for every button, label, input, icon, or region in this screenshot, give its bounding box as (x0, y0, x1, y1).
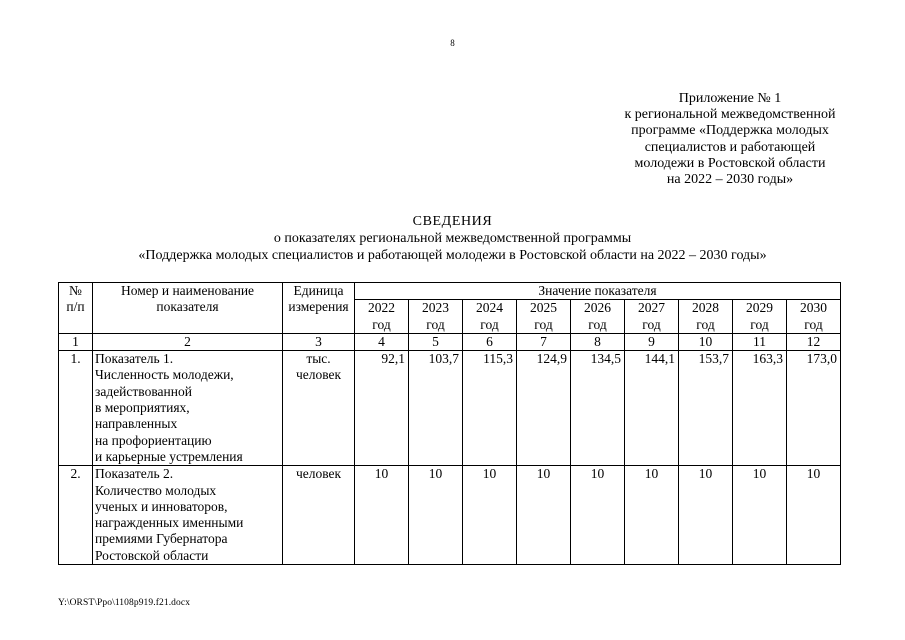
indicator-name: Показатель 1. Численность молодежи, задействованной в мероприятиях, направленных на профориентацию и карьерные устремления (93, 351, 283, 466)
header-year: 2027 год (625, 300, 679, 334)
indicator-value: 10 (517, 466, 571, 565)
indicator-value: 10 (355, 466, 409, 565)
column-number: 12 (787, 333, 841, 350)
row-number: 2. (59, 466, 93, 565)
indicator-value: 115,3 (463, 351, 517, 466)
table-row (59, 351, 841, 466)
program-title: «Поддержка молодых специалистов и работающей молодежи в Ростовской области на 2022 – 2030 годы» (138, 248, 767, 263)
header-value-group: Значение показателя (355, 283, 841, 300)
indicator-value: 134,5 (571, 351, 625, 466)
document-heading: СВЕДЕНИЯ (412, 214, 493, 229)
indicator-value: 10 (733, 466, 787, 565)
appendix-line: на 2022 – 2030 годы» (666, 172, 794, 188)
indicator-value: 103,7 (409, 351, 463, 466)
column-number: 6 (463, 333, 517, 350)
column-number-row (59, 333, 841, 350)
header-year: 2024 год (463, 300, 517, 334)
indicators-table (58, 282, 841, 565)
column-number: 5 (409, 333, 463, 350)
header-year: 2028 год (679, 300, 733, 334)
document-subheading: о показателях региональной межведомственной программы (273, 231, 632, 246)
indicator-value: 10 (571, 466, 625, 565)
indicator-value: 144,1 (625, 351, 679, 466)
indicator-name: Показатель 2. Количество молодых ученых и инноваторов, награжденных именными премиями Губернатора Ростовской области (93, 466, 283, 565)
row-number: 1. (59, 351, 93, 466)
table-row (59, 466, 841, 565)
header-year: 2026 год (571, 300, 625, 334)
indicator-value: 163,3 (733, 351, 787, 466)
file-path-footer: Y:\ORST\Ppo\1108p919.f21.docx (58, 598, 191, 608)
header-year: 2023 год (409, 300, 463, 334)
column-number: 2 (93, 333, 283, 350)
column-number: 3 (283, 333, 355, 350)
indicator-unit: человек (283, 466, 355, 565)
header-year: 2022 год (355, 300, 409, 334)
indicator-value: 10 (625, 466, 679, 565)
column-number: 11 (733, 333, 787, 350)
appendix-line: программе «Поддержка молодых (631, 123, 829, 139)
appendix-line: к региональной межведомственной (624, 107, 836, 123)
appendix-line: Приложение № 1 (678, 91, 782, 106)
header-year: 2025 год (517, 300, 571, 334)
column-number: 9 (625, 333, 679, 350)
column-number: 4 (355, 333, 409, 350)
indicator-unit: тыс. человек (283, 351, 355, 466)
appendix-line: молодежи в Ростовской области (634, 155, 826, 171)
title-block (0, 213, 905, 264)
indicator-value: 10 (679, 466, 733, 565)
header-year: 2030 год (787, 300, 841, 334)
column-number: 7 (517, 333, 571, 350)
column-number: 8 (571, 333, 625, 350)
header-num: № п/п (59, 283, 93, 334)
header-year: 2029 год (733, 300, 787, 334)
header-unit: Единица измерения (283, 283, 355, 334)
indicator-value: 92,1 (355, 351, 409, 466)
header-row-1 (59, 283, 841, 300)
page-number: 8 (450, 38, 455, 48)
indicator-value: 124,9 (517, 351, 571, 466)
indicator-value: 10 (409, 466, 463, 565)
appendix-line: специалистов и работающей (644, 139, 816, 155)
header-name: Номер и наименование показателя (93, 283, 283, 334)
indicator-value: 10 (787, 466, 841, 565)
column-number: 1 (59, 333, 93, 350)
indicator-value: 10 (463, 466, 517, 565)
appendix-block (598, 91, 862, 188)
column-number: 10 (679, 333, 733, 350)
indicator-value: 153,7 (679, 351, 733, 466)
indicator-value: 173,0 (787, 351, 841, 466)
